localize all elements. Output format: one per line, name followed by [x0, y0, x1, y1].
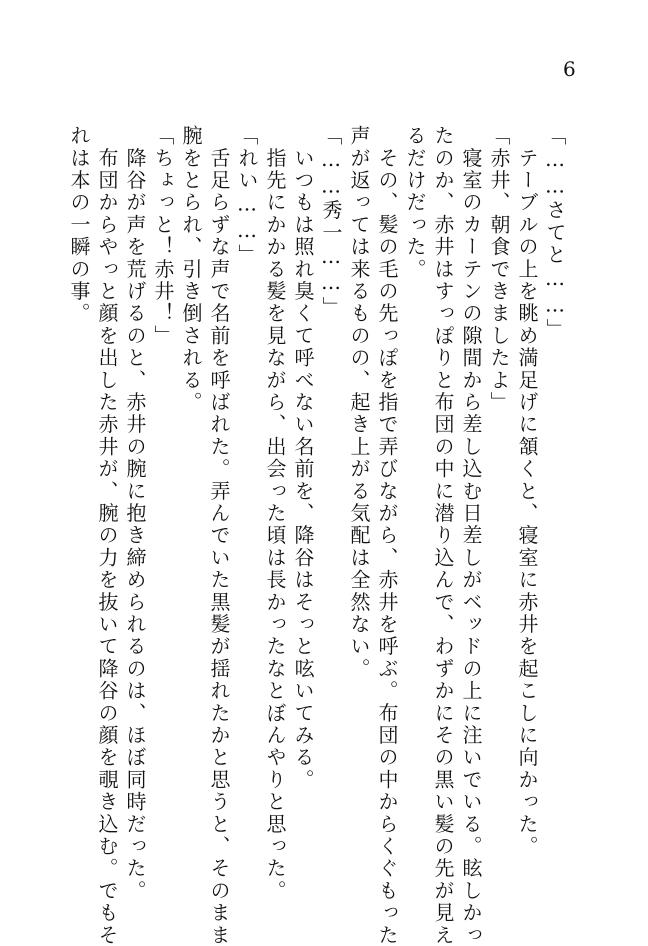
text-line: 舌足らずな声で名前を呼ばれた。弄んでいた黒髪が揺れたかと思うと、そのまま: [207, 125, 231, 946]
text-line: 声が返っては来るものの、起き上がる気配は全然ない。: [347, 125, 371, 680]
text-line: 布団からやっと顔を出した赤井が、腕の力を抜いて降谷の顔を覗き込む。でもそ: [95, 125, 119, 946]
text-line: れは本の一瞬の事。: [67, 125, 91, 325]
text-line: 「……秀一……」: [319, 125, 343, 319]
text-line: いつもは照れ臭くて呼べない名前を、降谷はそっと呟いてみる。: [291, 125, 315, 791]
text-line: その、髪の毛の先っぽを指で弄びながら、赤井を呼ぶ。布団の中からくぐもった: [375, 125, 399, 946]
text-line: 指先にかかる髪を見ながら、出会った頃は長かったなとぼんやりと思った。: [263, 125, 287, 902]
text-line: 「赤井、朝食できましたよ」: [487, 125, 511, 414]
text-line: 「れい……」: [235, 125, 259, 267]
novel-text-body: [67, 125, 570, 946]
text-line: 「……さてと……」: [543, 125, 567, 341]
text-line: 降谷が声を荒げるのと、赤井の腕に抱き締められるのは、ほぼ同時だった。: [123, 125, 147, 902]
text-line: るだけだった。: [403, 125, 427, 281]
text-line: 寝室のカーテンの隙間から差し込む日差しがベッドの上に注いでいる。眩しかっ: [459, 125, 483, 946]
text-line: たのか、赤井はすっぽりと布団の中に潜り込んで、わずかにその黒い髪の先が見え: [431, 125, 455, 946]
text-line: テーブルの上を眺め満足げに頷くと、寝室に赤井を起こしに向かった。: [515, 125, 539, 858]
page-number: 6: [563, 57, 576, 81]
text-line: 腕をとられ、引き倒される。: [179, 125, 203, 414]
text-line: 「ちょっと！赤井！」: [151, 125, 175, 347]
